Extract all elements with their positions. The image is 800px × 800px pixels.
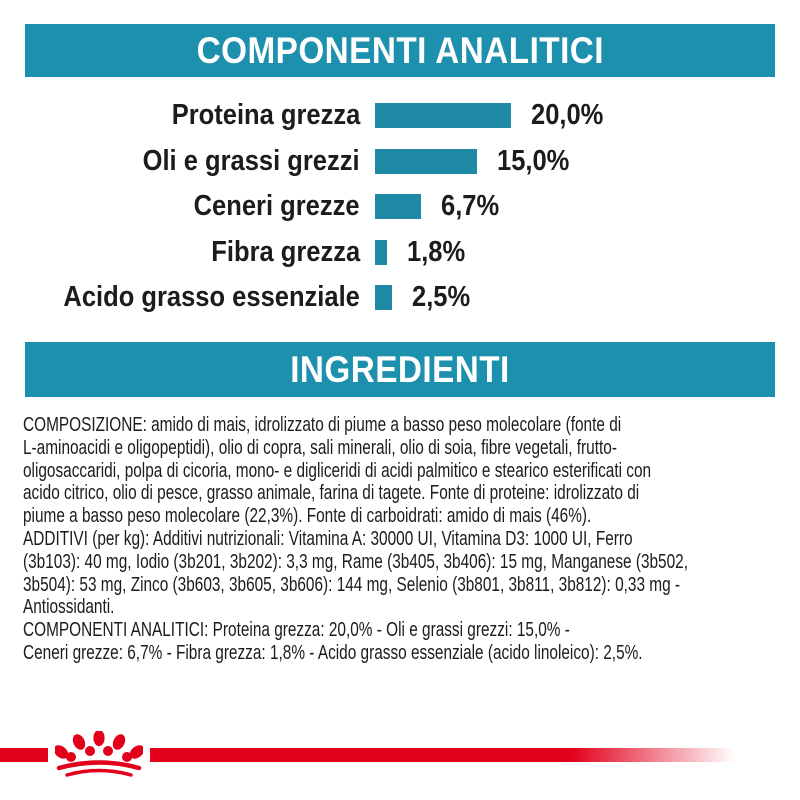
chart-row bbox=[0, 230, 800, 276]
chart-category-label: Proteina grezza bbox=[171, 99, 360, 132]
chart-category-label: Acido grasso essenziale bbox=[63, 281, 360, 314]
chart-category-label: Oli e grassi grezzi bbox=[142, 144, 360, 177]
text-line: COMPONENTI ANALITICI: Proteina grezza: 20,0% - Oli e grassi grezzi: 15,0% - bbox=[23, 618, 570, 642]
ingredients-title: INGREDIENTI bbox=[290, 348, 510, 390]
chart-bar bbox=[375, 194, 421, 219]
chart-value-label: 1,8% bbox=[407, 235, 466, 268]
chart-bar bbox=[375, 149, 477, 174]
chart-category-label: Fibra grezza bbox=[211, 235, 360, 268]
ingredients-banner bbox=[25, 342, 775, 397]
analytical-components-title: COMPONENTI ANALITICI bbox=[196, 29, 604, 71]
text-line: (3b103): 40 mg, Iodio (3b201, 3b202): 3,3 mg, Rame (3b405, 3b406): 15 mg, Manganese (3b502, bbox=[23, 549, 688, 573]
text-line: 3b504): 53 mg, Zinco (3b603, 3b605, 3b606): 144 mg, Selenio (3b801, 3b811, 3b812): 0,33 mg - bbox=[23, 572, 681, 596]
chart-row bbox=[0, 184, 800, 230]
text-line: Ceneri grezze: 6,7% - Fibra grezza: 1,8% - Acido grasso essenziale (acido linoleico): 2,5%. bbox=[23, 640, 643, 664]
chart-category-label: Ceneri grezze bbox=[194, 190, 360, 223]
chart-bar bbox=[375, 285, 392, 310]
chart-value-label: 20,0% bbox=[531, 99, 604, 132]
text-line: oligosaccaridi, polpa di cicoria, mono- e digliceridi di acidi palmitico e stearico esterificati con bbox=[23, 458, 652, 482]
analytical-components-chart bbox=[0, 93, 800, 321]
chart-bar bbox=[375, 103, 511, 128]
chart-value-label: 15,0% bbox=[497, 144, 570, 177]
text-line: L-aminoacidi e oligopeptidi), olio di copra, sali minerali, olio di soia, fibre vegetali, frutto- bbox=[23, 435, 617, 459]
chart-row bbox=[0, 139, 800, 185]
text-line: acido citrico, olio di pesce, grasso animale, farina di tagete. Fonte di proteine: idrolizzato di bbox=[23, 481, 640, 505]
footer-stripe-right bbox=[150, 748, 735, 762]
text-line: piume a basso peso molecolare (22,3%). Fonte di carboidrati: amido di mais (46%). bbox=[23, 504, 592, 528]
text-line: Antiossidanti. bbox=[23, 595, 115, 619]
chart-row bbox=[0, 275, 800, 321]
analytical-components-banner bbox=[25, 24, 775, 77]
chart-bar bbox=[375, 240, 387, 265]
chart-row bbox=[0, 93, 800, 139]
chart-value-label: 2,5% bbox=[412, 281, 471, 314]
chart-value-label: 6,7% bbox=[440, 190, 499, 223]
footer-stripe-left bbox=[0, 748, 48, 762]
royal-canin-crown-icon bbox=[55, 731, 143, 779]
text-line: ADDITIVI (per kg): Additivi nutrizionali: Vitamina A: 30000 UI, Vitamina D3: 1000 UI, Ferro bbox=[23, 526, 633, 550]
text-line: COMPOSIZIONE: amido di mais, idrolizzato di piume a basso peso molecolare (fonte di bbox=[23, 413, 622, 436]
ingredients-text-block bbox=[23, 413, 688, 665]
